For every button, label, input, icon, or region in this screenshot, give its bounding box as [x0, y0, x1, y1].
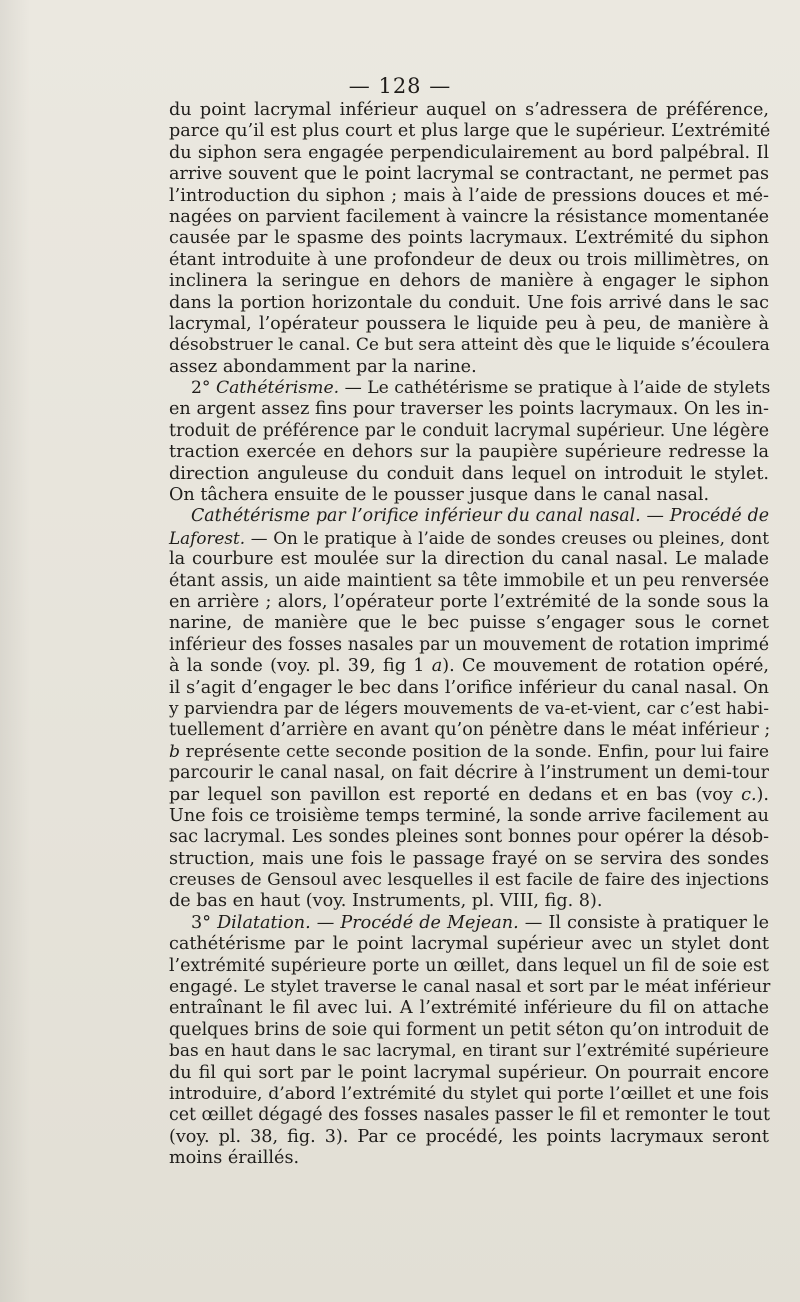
- text-line: inférieur des fosses nasales par un mouvement de rotation imprimé: [169, 634, 769, 655]
- text-line: introduire, d’abord l’extrémité du stylet qui porte l’œillet et une fois: [169, 1083, 769, 1104]
- text-line: étant introduite à une profondeur de deux ou trois millimètres, on: [169, 249, 769, 270]
- text-line: direction anguleuse du conduit dans lequel on introduit le stylet.: [169, 463, 769, 484]
- text-line: arrive souvent que le point lacrymal se contractant, ne permet pas: [169, 164, 769, 185]
- text-line: bas en haut dans le sac lacrymal, en tirant sur l’extrémité supérieure: [169, 1041, 769, 1062]
- text-line: du fil qui sort par le point lacrymal supérieur. On pourrait encore: [169, 1062, 769, 1083]
- text-run: par lequel son pavillon est reporté en dedans et en bas (voy: [169, 784, 733, 805]
- text-line: la courbure est moulée sur la direction du canal nasal. Le malade: [169, 549, 769, 570]
- section-heading: Cathétérisme par l’orifice inférieur du canal nasal. — Procédé de: [191, 506, 769, 527]
- text-run: ). Ce mouvement de rotation opéré,: [442, 656, 770, 677]
- paragraph-lead-cathetérisme: [169, 378, 769, 399]
- text-run: ).: [756, 784, 770, 805]
- text-line: en argent assez fins pour traverser les points lacrymaux. On les in-: [169, 399, 769, 420]
- section-heading: Cathétérisme.: [216, 378, 340, 399]
- text-run: — On le pratique à l’aide de sondes creuses ou pleines, dont: [250, 527, 769, 548]
- figure-ref: c.: [741, 784, 757, 805]
- text-line: causée par le spasme des points lacrymaux. L’extrémité du siphon: [169, 228, 769, 249]
- text-line: l’extrémité supérieure porte un œillet, dans lequel un fil de soie est: [169, 955, 769, 976]
- list-number: 2°: [191, 378, 211, 399]
- text-line: On tâchera ensuite de le pousser jusque dans le canal nasal.: [169, 485, 710, 506]
- text-line: parcourir le canal nasal, on fait décrire à l’instrument un demi-tour: [169, 763, 769, 784]
- text-line: [169, 528, 769, 549]
- page-number: — 128 —: [348, 74, 452, 98]
- text-line: troduit de préférence par le conduit lacrymal supérieur. Une légère: [169, 420, 769, 441]
- text-line: traction exercée en dehors sur la paupière supérieure redresse la: [169, 442, 769, 463]
- text-run: — Le cathétérisme se pratique à l’aide de stylets: [344, 378, 771, 399]
- text-line: y parviendra par de légers mouvements de va-et-vient, car c’est habi-: [169, 698, 769, 719]
- figure-ref: a: [431, 656, 443, 677]
- text-line: Une fois ce troisième temps terminé, la sonde arrive facilement au: [169, 805, 769, 826]
- figure-ref: b: [169, 741, 181, 762]
- text-line: [169, 785, 769, 806]
- text-line: il s’agit d’engager le bec dans l’orifice inférieur du canal nasal. On: [169, 677, 769, 698]
- text-line: l’introduction du siphon ; mais à l’aide de pressions douces et mé-: [169, 185, 769, 206]
- text-line: du siphon sera engagée perpendiculairement au bord palpébral. Il: [169, 142, 769, 163]
- text-line: narine, de manière que le bec puisse s’engager sous le cornet: [169, 613, 769, 634]
- text-line: assez abondamment par la narine.: [169, 356, 477, 377]
- text-run: — Il consiste à pratiquer le: [524, 912, 770, 933]
- text-line: entraînant le fil avec lui. A l’extrémité inférieure du fil on attache: [169, 998, 769, 1019]
- section-heading: Dilatation. — Procédé de Mejean.: [217, 912, 519, 933]
- text-line: étant assis, un aide maintient sa tête immobile et un peu renversée: [169, 570, 769, 591]
- text-line: quelques brins de soie qui forment un petit séton qu’on introduit de: [169, 1019, 770, 1040]
- text-line: [169, 656, 769, 677]
- text-line: dans la portion horizontale du conduit. Une fois arrivé dans le sac: [169, 292, 769, 313]
- page-gutter-shadow: [0, 0, 30, 1302]
- text-line: moins éraillés.: [169, 1148, 300, 1169]
- list-number: 3°: [191, 912, 211, 933]
- text-line: de bas en haut (voy. Instruments, pl. VIII, fig. 8).: [169, 891, 603, 912]
- text-line: creuses de Gensoul avec lesquelles il est facile de faire des injections: [169, 870, 769, 891]
- text-line: sac lacrymal. Les sondes pleines sont bonnes pour opérer la désob-: [169, 827, 769, 848]
- text-line: (voy. pl. 38, fig. 3). Par ce procédé, les points lacrymaux seront: [169, 1126, 769, 1147]
- text-line: nagées on parvient facilement à vaincre la résistance momentanée: [169, 206, 769, 227]
- text-line: désobstruer le canal. Ce but sera atteint dès que le liquide s’écoulera: [169, 335, 770, 356]
- text-line: [169, 742, 769, 763]
- text-line: cathétérisme par le point lacrymal supérieur avec un stylet dont: [169, 934, 769, 955]
- paragraph-lead-dilatation: [169, 913, 769, 934]
- text-line: parce qu’il est plus court et plus large que le supérieur. L’extrémité: [169, 121, 771, 142]
- body-text: [169, 100, 769, 1170]
- text-run: représente cette seconde position de la sonde. Enfin, pour lui faire: [185, 741, 769, 762]
- author-name: Laforest.: [169, 527, 246, 548]
- text-line: tuellement d’arrière en avant qu’on pénètre dans le méat inférieur ;: [169, 720, 771, 741]
- text-line: engagé. Le stylet traverse le canal nasal et sort par le méat inférieur: [169, 977, 771, 998]
- text-line: struction, mais une fois le passage frayé on se servira des sondes: [169, 848, 769, 869]
- text-line: lacrymal, l’opérateur poussera le liquide peu à peu, de manière à: [169, 313, 769, 334]
- text-line: cet œillet dégagé des fosses nasales passer le fil et remonter le tout: [169, 1105, 770, 1126]
- text-line: du point lacrymal inférieur auquel on s’adressera de préférence,: [169, 100, 769, 120]
- text-line: en arrière ; alors, l’opérateur porte l’extrémité de la sonde sous la: [169, 591, 769, 612]
- text-line: inclinera la seringue en dehors de manière à engager le siphon: [169, 271, 769, 292]
- text-run: à la sonde (voy. pl. 39, fig 1: [169, 656, 425, 677]
